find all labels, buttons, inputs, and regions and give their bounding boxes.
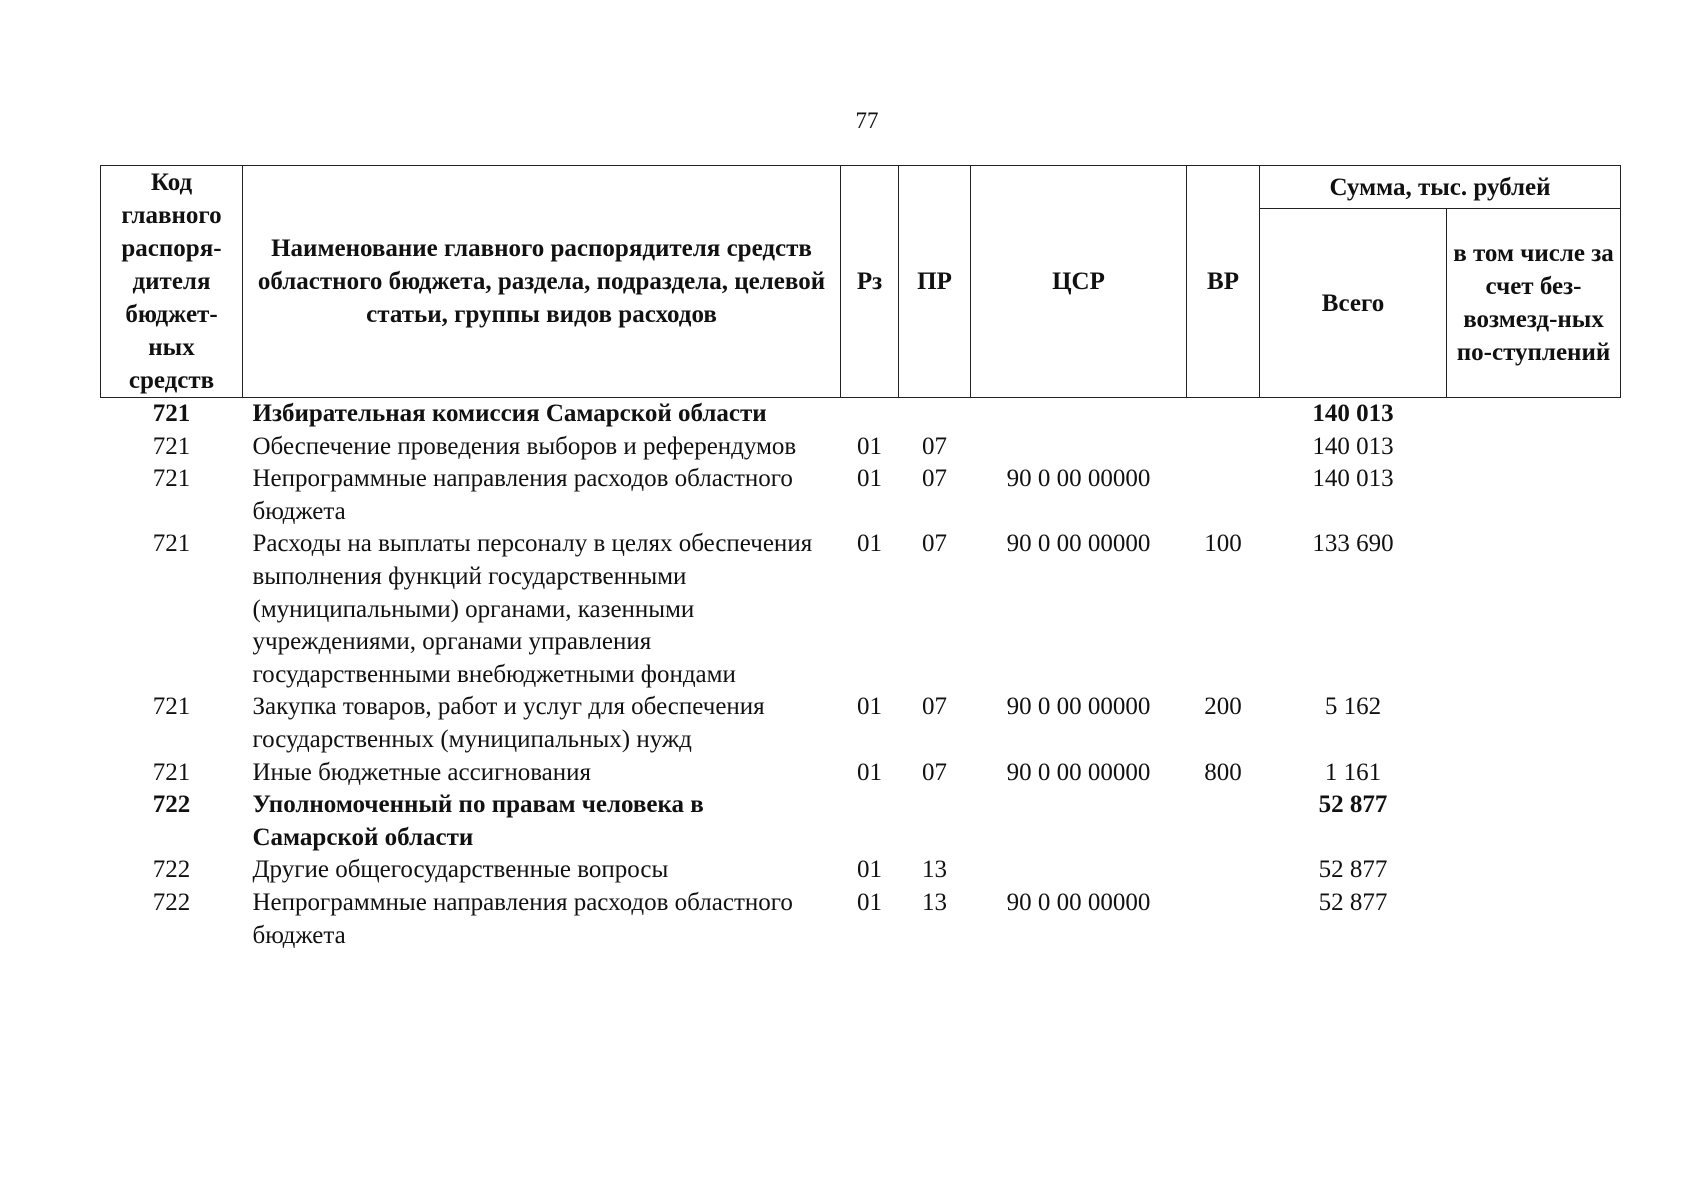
- cell-pr: 07: [922, 758, 947, 786]
- table-row: [101, 854, 1621, 887]
- cell-rz: [841, 398, 899, 431]
- cell-csr: 90 0 00 00000: [1006, 758, 1151, 786]
- cell-name: Непрограммные направления расходов областного бюджета: [252, 465, 793, 525]
- header-free: в том числе за счет без-возмезд-ных по-ступлений: [1447, 209, 1621, 398]
- cell-free: [1447, 431, 1621, 464]
- cell-name: Избирательная комиссия Самарской области: [252, 400, 767, 427]
- cell-total: 1 161: [1324, 758, 1382, 786]
- header-csr: ЦСР: [971, 166, 1187, 398]
- cell-vr: 800: [1204, 758, 1242, 786]
- cell-free: [1447, 887, 1621, 952]
- header-sum: Сумма, тыс. рублей: [1260, 166, 1621, 209]
- cell-csr: [971, 431, 1187, 464]
- table-row: [101, 398, 1621, 431]
- table-row: [101, 691, 1621, 756]
- cell-rz: 01: [857, 758, 882, 786]
- header-code: Код главного распоря-дителя бюджет-ных средств: [101, 166, 243, 398]
- header-rz: Рз: [841, 166, 899, 398]
- cell-name: Непрограммные направления расходов областного бюджета: [252, 888, 793, 949]
- cell-rz: 01: [857, 432, 882, 460]
- cell-total: 52 877: [1318, 888, 1388, 916]
- cell-free: [1447, 691, 1621, 756]
- cell-pr: [899, 789, 971, 854]
- cell-total: 52 877: [1318, 791, 1388, 819]
- cell-rz: [841, 789, 899, 854]
- table-row: [101, 757, 1621, 790]
- header-total: Всего: [1260, 209, 1447, 398]
- cell-code: 722: [152, 888, 191, 916]
- cell-total: 5 162: [1324, 693, 1382, 721]
- cell-rz: 01: [857, 856, 882, 884]
- cell-name: Обеспечение проведения выборов и референдумов: [252, 432, 797, 460]
- table-row: [101, 887, 1621, 952]
- table-header: [101, 166, 1621, 398]
- cell-csr: 90 0 00 00000: [1006, 888, 1151, 916]
- cell-pr: 07: [922, 530, 947, 558]
- cell-code: 722: [152, 791, 191, 819]
- cell-total: 140 013: [1312, 432, 1394, 460]
- cell-csr: [971, 398, 1187, 431]
- cell-rz: 01: [857, 465, 882, 493]
- cell-pr: 07: [922, 432, 947, 460]
- cell-vr: [1187, 398, 1260, 431]
- cell-code: 721: [152, 693, 191, 721]
- cell-vr: [1187, 789, 1260, 854]
- header-vr: ВР: [1187, 166, 1260, 398]
- cell-code: 721: [152, 465, 191, 493]
- cell-free: [1447, 757, 1621, 790]
- cell-free: [1447, 854, 1621, 887]
- table-row: [101, 463, 1621, 528]
- cell-total: 140 013: [1312, 400, 1394, 427]
- cell-name: Иные бюджетные ассигнования: [252, 758, 592, 786]
- cell-free: [1447, 528, 1621, 691]
- cell-total: 133 690: [1312, 530, 1394, 558]
- cell-csr: 90 0 00 00000: [1006, 530, 1151, 558]
- cell-code: 721: [152, 400, 191, 427]
- cell-name: Закупка товаров, работ и услуг для обеспечения государственных (муниципальных) нужд: [252, 693, 765, 753]
- page-number: 77: [855, 108, 879, 133]
- cell-free: [1447, 463, 1621, 528]
- cell-rz: 01: [857, 888, 882, 916]
- cell-code: 721: [152, 530, 191, 558]
- cell-name: Уполномоченный по правам человека в Самарской области: [252, 791, 704, 851]
- header-name: Наименование главного распорядителя средств областного бюджета, раздела, подраздела, целевой статьи, группы видов расходов: [243, 166, 841, 398]
- cell-pr: 13: [922, 888, 947, 916]
- cell-code: 721: [152, 432, 191, 460]
- cell-name: Другие общегосударственные вопросы: [252, 856, 669, 884]
- cell-vr: 200: [1204, 693, 1242, 721]
- table-row: [101, 789, 1621, 854]
- cell-pr: 07: [922, 693, 947, 721]
- cell-vr: [1187, 431, 1260, 464]
- cell-total: 52 877: [1318, 856, 1388, 884]
- table-row: [101, 528, 1621, 691]
- cell-pr: 07: [922, 465, 947, 493]
- cell-free: [1447, 398, 1621, 431]
- cell-pr: 13: [922, 856, 947, 884]
- budget-table: [100, 165, 1621, 952]
- cell-vr: [1187, 854, 1260, 887]
- cell-csr: [971, 789, 1187, 854]
- cell-rz: 01: [857, 693, 882, 721]
- table-row: [101, 431, 1621, 464]
- header-pr: ПР: [899, 166, 971, 398]
- cell-free: [1447, 789, 1621, 854]
- cell-name: Расходы на выплаты персоналу в целях обеспечения выполнения функций государственными (муниципальными) органами, казенными учреждениями, органами управления государственными внебюджетными фондами: [252, 530, 813, 688]
- cell-csr: 90 0 00 00000: [1006, 465, 1151, 493]
- cell-total: 140 013: [1312, 465, 1394, 493]
- cell-code: 721: [152, 758, 191, 786]
- cell-pr: [899, 398, 971, 431]
- cell-vr: [1187, 463, 1260, 528]
- cell-code: 722: [152, 856, 191, 884]
- cell-vr: [1187, 887, 1260, 952]
- cell-csr: [971, 854, 1187, 887]
- cell-rz: 01: [857, 530, 882, 558]
- table-body: [101, 398, 1621, 953]
- cell-vr: 100: [1204, 530, 1242, 558]
- cell-csr: 90 0 00 00000: [1006, 693, 1151, 721]
